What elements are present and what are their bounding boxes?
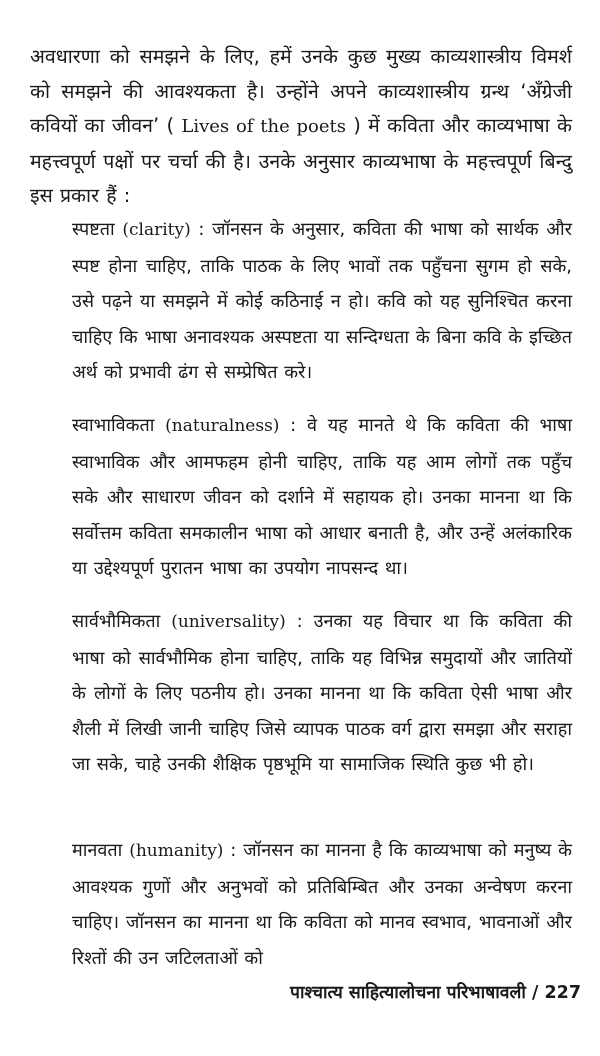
footer-separator: / bbox=[525, 983, 545, 1003]
point-text: : जॉनसन का मानना है कि काव्यभाषा को मनुष्य के आवश्यक गुणों और अनुभवों को प्रतिबिम्बित और उनका अन्वेषण करना चाहिए। जॉनसन का मानना था कि कविता को मानव स्वभाव, भावनाओं और रिश्तों की उन जटिलताओं को bbox=[72, 840, 572, 969]
point-naturalness bbox=[72, 408, 572, 587]
point-term: स्वाभाविकता bbox=[72, 415, 155, 436]
point-term-english: (naturalness) bbox=[165, 416, 280, 436]
point-universality bbox=[72, 604, 572, 783]
page-footer bbox=[290, 981, 582, 1005]
intro-english-title: Lives of the poets bbox=[181, 116, 347, 137]
point-term-english: (clarity) bbox=[122, 220, 191, 240]
point-term: मानवता bbox=[72, 840, 123, 861]
page-number: 227 bbox=[544, 983, 582, 1003]
point-humanity bbox=[72, 833, 572, 976]
intro-paragraph bbox=[30, 40, 572, 214]
point-text: : उनका यह विचार था कि कविता की भाषा को सार्वभौमिक होना चाहिए, ताकि यह विभिन्न समुदायों और जातियों के लोगों के लिए पठनीय हो। उनका मानना था कि कविता ऐसी भाषा और शैली में लिखी जानी चाहिए जिसे व्यापक पाठक वर्ग द्वारा समझा और सराहा जा सके, चाहे उनकी शैक्षिक पृष्ठभूमि या सामाजिक स्थिति कुछ भी हो। bbox=[72, 611, 572, 776]
intro-text-part1: अवधारणा को समझने के लिए, हमें उनके कुछ मुख्य काव्यशास्त्रीय विमर्श को समझने की आवश्यकता है। उन्होंने अपने काव्यशास्त्रीय ग्रन्थ ‘अँग्रेजी कवियों का जीवन’ ( bbox=[30, 45, 572, 137]
point-clarity bbox=[72, 212, 572, 391]
footer-book-title: पाश्चात्य साहित्यालोचना परिभाषावली bbox=[290, 983, 526, 1003]
point-term: स्पष्टता bbox=[72, 219, 115, 240]
point-term-english: (humanity) bbox=[129, 841, 224, 861]
point-term-english: (universality) bbox=[171, 612, 286, 632]
point-term: सार्वभौमिकता bbox=[72, 611, 161, 632]
point-text: : वे यह मानते थे कि कविता की भाषा स्वाभाविक और आमफहम होनी चाहिए, ताकि यह आम लोगों तक पहुँच सके और साधारण जीवन को दर्शाने में सहायक हो। उनका मानना था कि सर्वोत्तम कविता समकालीन भाषा को आधार बनाती है, और उन्हें अलंकारिक या उद्देश्यपूर्ण पुरातन भाषा का उपयोग नापसन्द था। bbox=[72, 415, 572, 580]
intro-text-part2: ) में कविता और काव्यभाषा के महत्त्वपूर्ण पक्षों पर चर्चा की है। उनके अनुसार काव्यभाषा के महत्त्वपूर्ण बिन्दु इस प्रकार हैं : bbox=[30, 114, 572, 207]
point-text: : जॉनसन के अनुसार, कविता की भाषा को सार्थक और स्पष्ट होना चाहिए, ताकि पाठक के लिए भावों तक पहुँचना सुगम हो सके, उसे पढ़ने या समझने में कोई कठिनाई न हो। कवि को यह सुनिश्चित करना चाहिए कि भाषा अनावश्यक अस्पष्टता या सन्दिग्धता के बिना कवि के इच्छित अर्थ को प्रभावी ढंग से सम्प्रेषित करे। bbox=[72, 219, 572, 384]
